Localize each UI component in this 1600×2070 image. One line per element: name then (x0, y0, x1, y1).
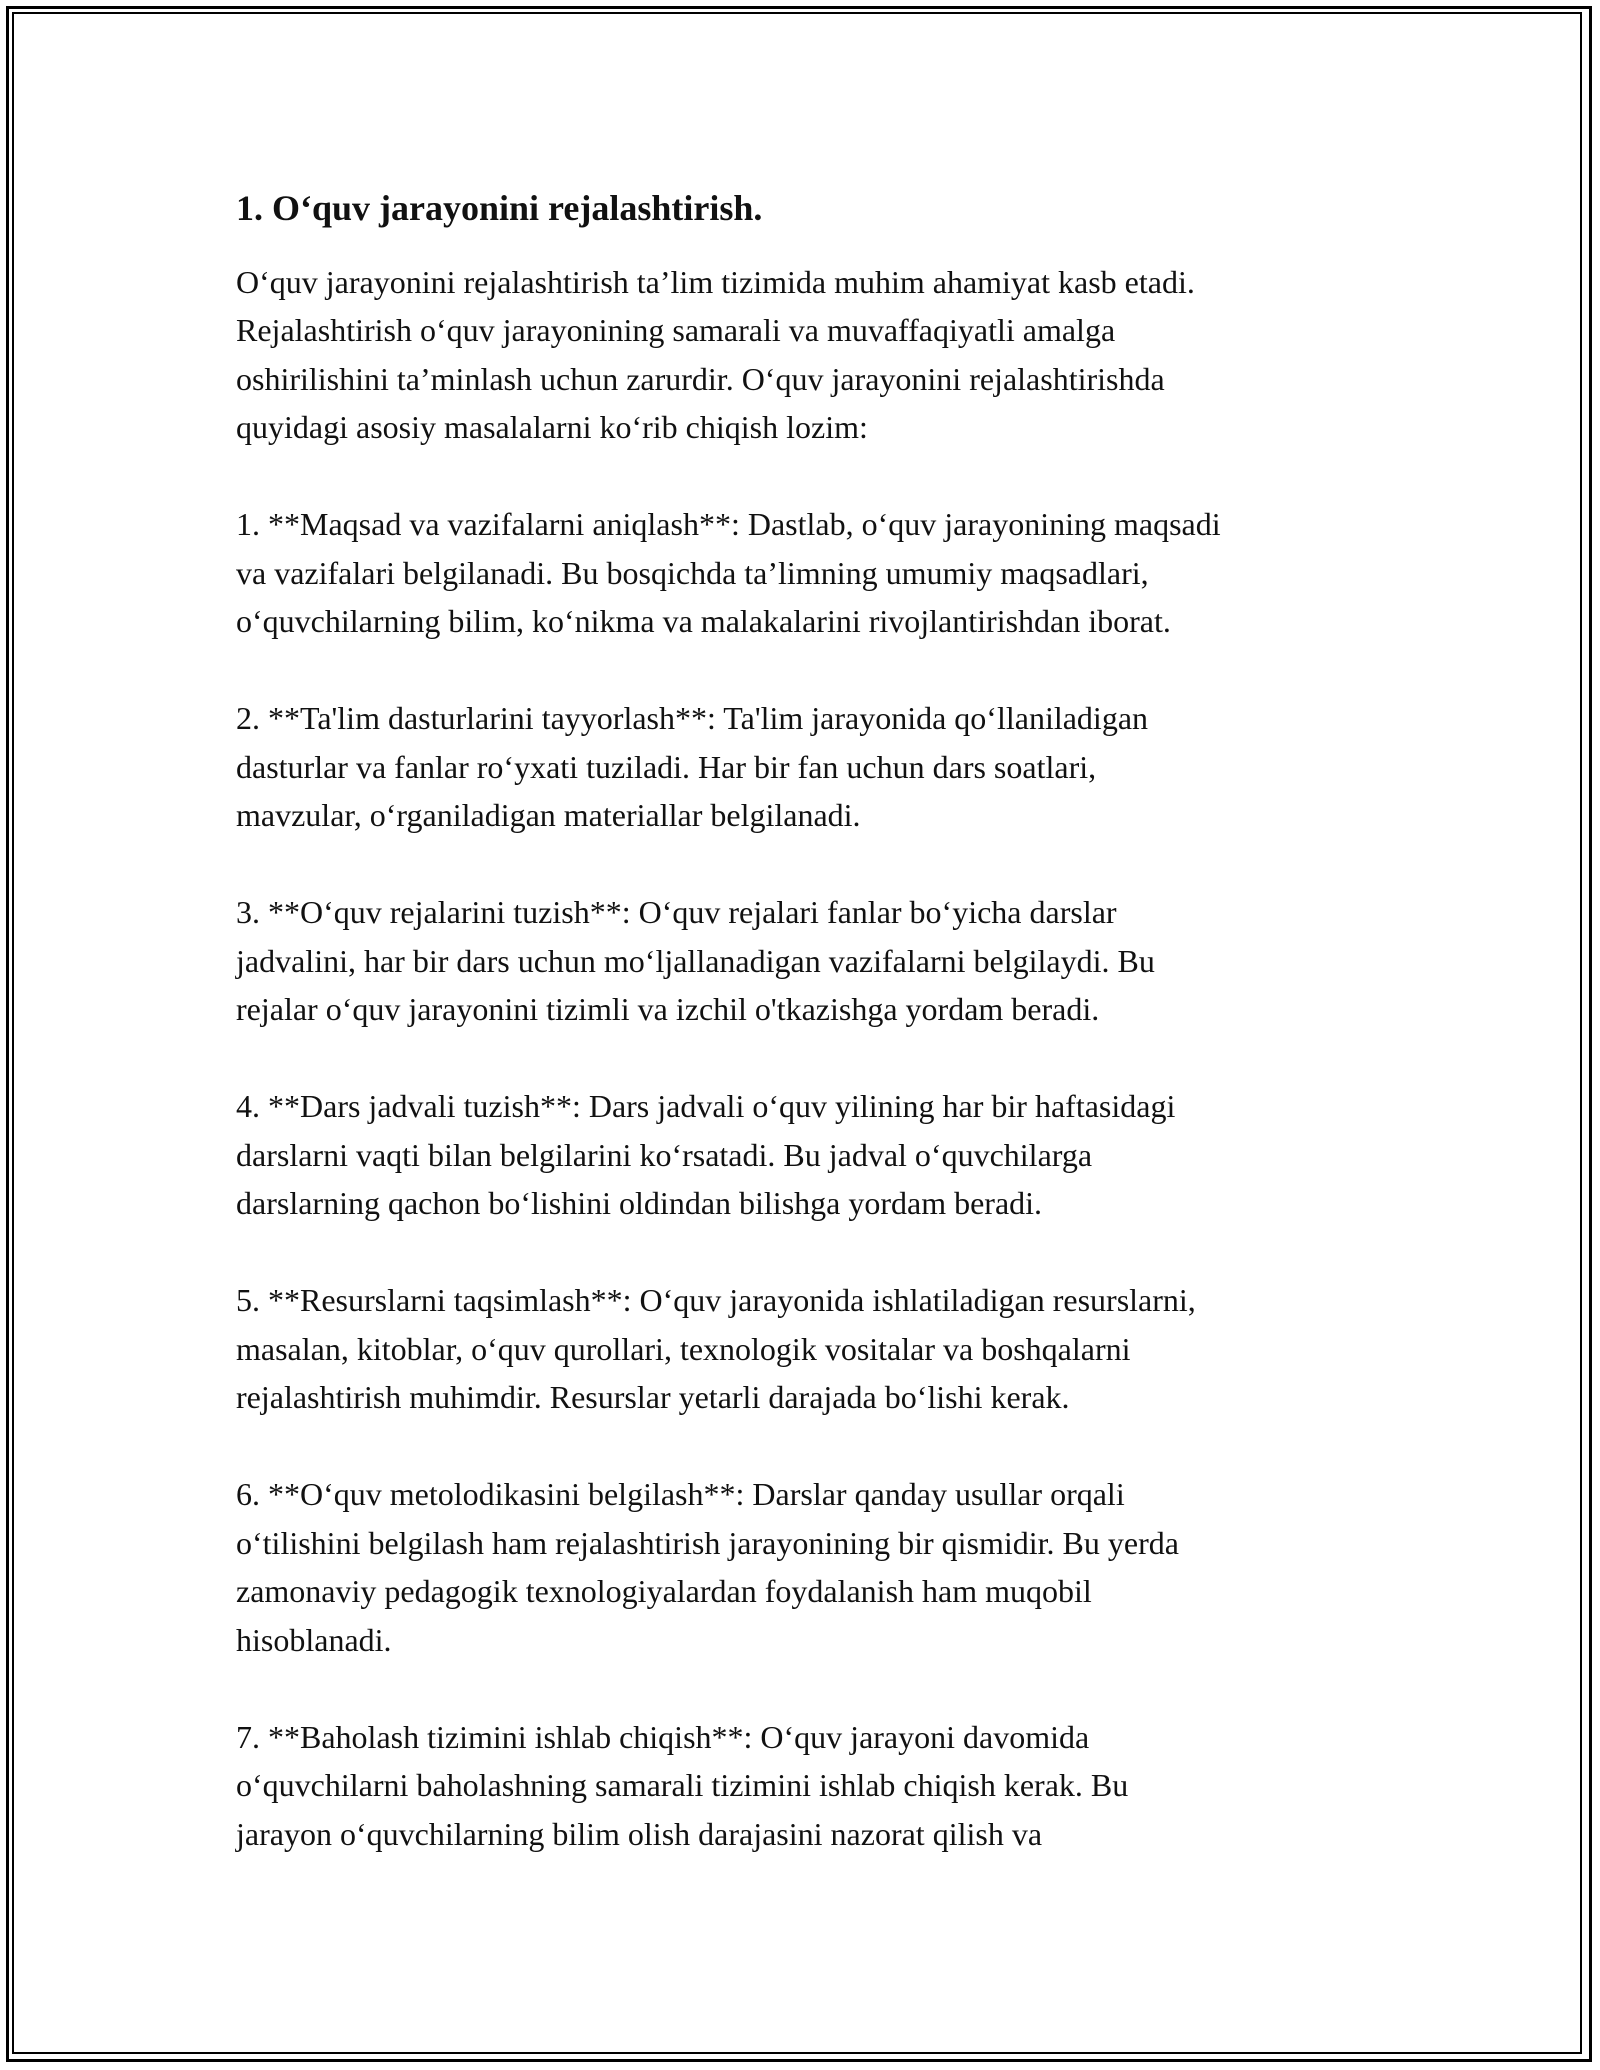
paragraph-gap (236, 646, 1386, 695)
intro-line: Rejalashtirish o‘quv jarayonining samarali va muvaffaqiyatli amalga (236, 312, 1116, 349)
list-item-6 (236, 1470, 1386, 1664)
list-item-line: zamonaviy pedagogik texnologiyalardan foydalanish ham muqobil (236, 1573, 1092, 1610)
list-item-line: 7. **Baholash tizimini ishlab chiqish**: O‘quv jarayoni davomida (236, 1718, 1090, 1755)
document-body (236, 185, 1386, 1858)
document-heading: 1. O‘quv jarayonini rejalashtirish. (236, 188, 763, 228)
list-item-line: 6. **O‘quv metolodikasini belgilash**: Darslar qanday usullar orqali (236, 1476, 1125, 1513)
list-item-line: 1. **Maqsad va vazifalarni aniqlash**: Dastlab, o‘quv jarayonining maqsadi (236, 506, 1221, 543)
list-item-5 (236, 1276, 1386, 1422)
paragraph-gap (236, 1228, 1386, 1277)
list-item-line: 3. **O‘quv rejalarini tuzish**: O‘quv rejalari fanlar bo‘yicha darslar (236, 894, 1117, 931)
paragraph-gap (236, 1422, 1386, 1471)
list-item-7 (236, 1713, 1386, 1859)
list-item-line: o‘quvchilarni baholashning samarali tizimini ishlab chiqish kerak. Bu (236, 1767, 1129, 1804)
intro-paragraph (236, 258, 1386, 452)
paragraph-gap (236, 1664, 1386, 1713)
list-item-line: 5. **Resurslarni taqsimlash**: O‘quv jarayonida ishlatiladigan resurslarni, (236, 1282, 1196, 1319)
list-item-2 (236, 694, 1386, 840)
list-item-line: jarayon o‘quvchilarning bilim olish darajasini nazorat qilish va (236, 1815, 1043, 1852)
list-item-line: va vazifalari belgilanadi. Bu bosqichda ta’limning umumiy maqsadlari, (236, 554, 1149, 591)
intro-line: quyidagi asosiy masalalarni ko‘rib chiqish lozim: (236, 409, 868, 446)
list-item-3 (236, 888, 1386, 1034)
list-item-line: 2. **Ta'lim dasturlarini tayyorlash**: Ta'lim jarayonida qo‘llaniladigan (236, 700, 1149, 737)
list-item-line: o‘tilishini belgilash ham rejalashtirish jarayonining bir qismidir. Bu yerda (236, 1524, 1179, 1561)
intro-line: O‘quv jarayonini rejalashtirish ta’lim tizimida muhim ahamiyat kasb etadi. (236, 263, 1195, 300)
list-item-line: rejalar o‘quv jarayonini tizimli va izchil o'tkazishga yordam beradi. (236, 991, 1100, 1028)
list-item-line: darslarning qachon bo‘lishini oldindan bilishga yordam beradi. (236, 1185, 1043, 1222)
list-item-line: darslarni vaqti bilan belgilarini ko‘rsatadi. Bu jadval o‘quvchilarga (236, 1136, 1093, 1173)
paragraph-gap (236, 840, 1386, 889)
list-item-line: o‘quvchilarning bilim, ko‘nikma va malakalarini rivojlantirishdan iborat. (236, 603, 1171, 640)
list-item-line: hisoblanadi. (236, 1621, 392, 1658)
list-item-4 (236, 1082, 1386, 1228)
list-item-line: dasturlar va fanlar ro‘yxati tuziladi. Har bir fan uchun dars soatlari, (236, 748, 1097, 785)
list-item-1 (236, 500, 1386, 646)
paragraph-gap (236, 452, 1386, 501)
list-item-line: jadvalini, har bir dars uchun mo‘ljallanadigan vazifalarni belgilaydi. Bu (236, 942, 1155, 979)
list-item-line: masalan, kitoblar, o‘quv qurollari, texnologik vositalar va boshqalarni (236, 1330, 1131, 1367)
paragraph-gap (236, 1034, 1386, 1083)
list-item-line: rejalashtirish muhimdir. Resurslar yetarli darajada bo‘lishi kerak. (236, 1379, 1070, 1416)
list-item-line: mavzular, o‘rganiladigan materiallar belgilanadi. (236, 797, 861, 834)
list-item-line: 4. **Dars jadvali tuzish**: Dars jadvali o‘quv yilining har bir haftasidagi (236, 1088, 1176, 1125)
intro-line: oshirilishini ta’minlash uchun zarurdir. O‘quv jarayonini rejalashtirishda (236, 360, 1165, 397)
